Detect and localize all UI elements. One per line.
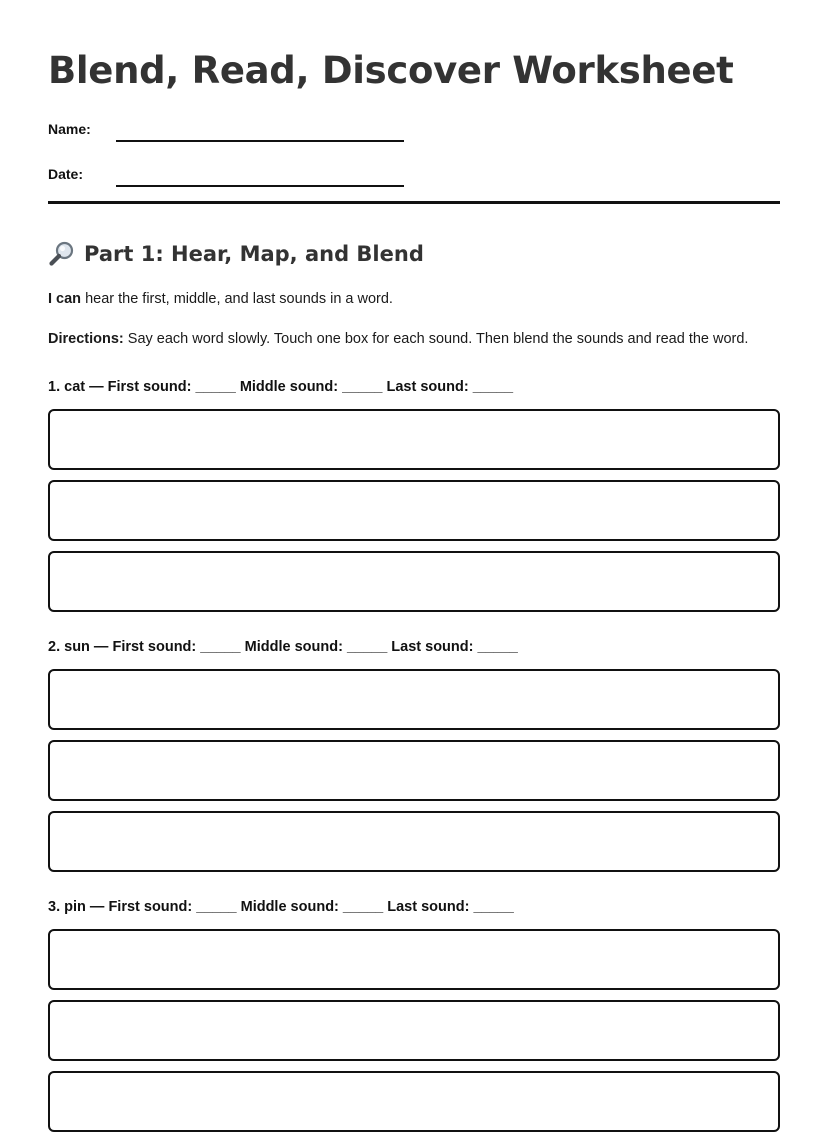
i-can-statement: [48, 287, 780, 312]
word-item: [48, 377, 780, 612]
middle-sound-label: Middle sound:: [239, 379, 339, 395]
sound-box-last[interactable]: [48, 1071, 780, 1132]
first-sound-blank[interactable]: _____: [196, 899, 237, 915]
middle-sound-label: Middle sound:: [240, 899, 339, 915]
sound-box-last[interactable]: [48, 551, 780, 612]
last-sound-blank[interactable]: _____: [477, 639, 518, 655]
last-sound-label: Last sound:: [386, 379, 469, 395]
sound-box-middle[interactable]: [48, 480, 780, 541]
word-item-heading: 2. sun — First sound: _____ Middle sound: _____ Last sound: _____: [48, 639, 518, 655]
middle-sound-blank[interactable]: _____: [342, 899, 384, 915]
i-can-bold: I can: [48, 291, 82, 307]
date-field-row: [48, 165, 780, 193]
directions-bold: Directions:: [48, 331, 124, 347]
first-sound-blank[interactable]: _____: [195, 379, 236, 395]
word-item-heading: 1. cat — First sound: _____ Middle sound: _____ Last sound: _____: [48, 379, 514, 395]
last-sound-blank[interactable]: _____: [473, 899, 514, 915]
name-label: Name:: [48, 121, 91, 137]
part1-heading-text: Part 1: Hear, Map, and Blend: [84, 242, 424, 266]
worksheet-page: [48, 0, 780, 1132]
page-title: Blend, Read, Discover Worksheet: [48, 49, 734, 92]
header-divider: [48, 201, 780, 204]
first-sound-label: First sound:: [108, 899, 193, 915]
item-word: pin: [64, 899, 86, 915]
item-word: cat: [64, 379, 86, 395]
item-number: 3.: [48, 899, 61, 915]
item-number: 2.: [48, 639, 61, 655]
middle-sound-label: Middle sound:: [244, 639, 343, 655]
first-sound-blank[interactable]: _____: [200, 639, 241, 655]
first-sound-label: First sound:: [107, 379, 192, 395]
word-item: [48, 897, 780, 1132]
sound-box-first[interactable]: [48, 669, 780, 730]
i-can-text: hear the first, middle, and last sounds in a word.: [81, 291, 393, 307]
last-sound-blank[interactable]: _____: [472, 379, 514, 395]
item-word: sun: [64, 639, 90, 655]
part1-heading: [48, 240, 780, 268]
sound-box-middle[interactable]: [48, 740, 780, 801]
directions-text: Say each word slowly. Touch one box for each sound. Then blend the sounds and read the word.: [123, 331, 749, 347]
first-sound-label: First sound:: [112, 639, 197, 655]
sound-box-last[interactable]: [48, 811, 780, 872]
magnifying-glass-icon: [48, 240, 76, 268]
middle-sound-blank[interactable]: _____: [342, 379, 383, 395]
name-field-row: [48, 120, 780, 148]
directions: [48, 327, 780, 352]
sound-box-first[interactable]: [48, 409, 780, 470]
last-sound-label: Last sound:: [387, 899, 470, 915]
word-item-heading: 3. pin — First sound: _____ Middle sound: _____ Last sound: _____: [48, 899, 514, 915]
middle-sound-blank[interactable]: _____: [346, 639, 388, 655]
word-item: [48, 637, 780, 872]
date-label: Date:: [48, 166, 84, 182]
name-field[interactable]: [116, 140, 404, 142]
last-sound-label: Last sound:: [391, 639, 474, 655]
sound-box-first[interactable]: [48, 929, 780, 990]
date-field[interactable]: [116, 185, 404, 187]
item-number: 1.: [48, 379, 61, 395]
sound-box-middle[interactable]: [48, 1000, 780, 1061]
